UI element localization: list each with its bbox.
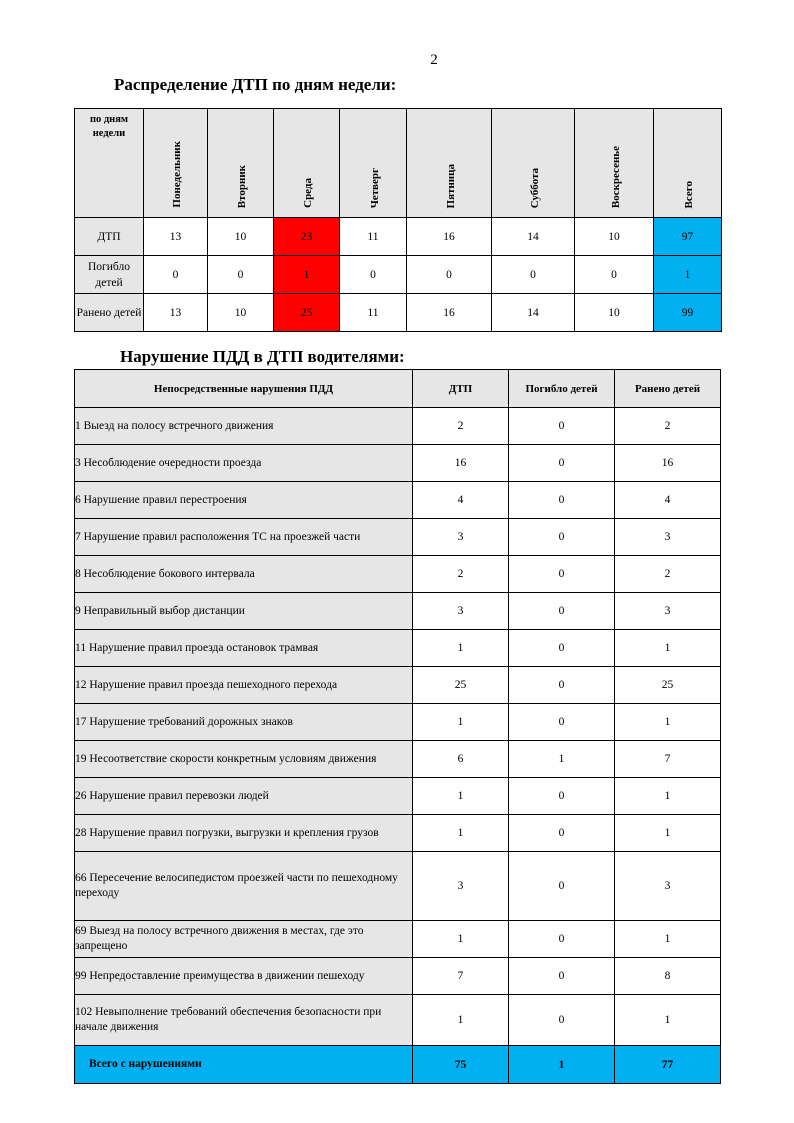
value-cell: 1 [413, 704, 509, 741]
table-header-row [75, 109, 722, 218]
value-cell: 3 [615, 593, 721, 630]
value-cell: 1 [413, 778, 509, 815]
total-cell: 1 [509, 1046, 615, 1084]
value-cell: 10 [208, 294, 274, 332]
value-cell: 1 [509, 741, 615, 778]
value-cell: 0 [509, 704, 615, 741]
value-cell: 13 [144, 294, 208, 332]
table-header-row [75, 370, 721, 408]
column-header: Погибло детей [509, 370, 615, 408]
day-header: Вторник [208, 109, 274, 218]
value-cell: 2 [615, 556, 721, 593]
value-cell: 0 [509, 445, 615, 482]
value-cell: 0 [509, 667, 615, 704]
value-cell: 0 [492, 256, 575, 294]
day-header: Понедельник [144, 109, 208, 218]
violation-description: 12 Нарушение правил проезда пешеходного перехода [75, 667, 413, 704]
value-cell: 0 [509, 921, 615, 958]
value-cell: 23 [274, 218, 340, 256]
value-cell: 1 [413, 921, 509, 958]
value-cell: 0 [144, 256, 208, 294]
value-cell: 4 [615, 482, 721, 519]
table-row [75, 852, 721, 921]
value-cell: 14 [492, 218, 575, 256]
value-cell: 1 [413, 995, 509, 1046]
value-cell: 2 [615, 408, 721, 445]
value-cell: 1 [615, 921, 721, 958]
table-row [75, 741, 721, 778]
table-row [75, 995, 721, 1046]
section-title-violations: Нарушение ПДД в ДТП водителями: [120, 347, 405, 366]
value-cell: 8 [615, 958, 721, 995]
value-cell: 1 [274, 256, 340, 294]
value-cell: 10 [208, 218, 274, 256]
value-cell: 25 [413, 667, 509, 704]
total-row [75, 1046, 721, 1084]
value-cell: 7 [615, 741, 721, 778]
column-header: ДТП [413, 370, 509, 408]
value-cell: 3 [413, 852, 509, 921]
table-row [75, 958, 721, 995]
total-header: Всего [654, 109, 722, 218]
value-cell: 14 [492, 294, 575, 332]
total-label: Всего с нарушениями [75, 1046, 413, 1084]
violation-description: 9 Неправильный выбор дистанции [75, 593, 413, 630]
column-header: Ранено детей [615, 370, 721, 408]
table-row [75, 256, 722, 294]
row-label: ДТП [75, 218, 144, 256]
table-row [75, 921, 721, 958]
violation-description: 99 Непредоставление преимущества в движении пешеходу [75, 958, 413, 995]
table-row [75, 630, 721, 667]
table-row [75, 482, 721, 519]
value-cell: 3 [413, 519, 509, 556]
table-row [75, 778, 721, 815]
value-cell: 0 [208, 256, 274, 294]
violation-description: 19 Несоответствие скорости конкретным условиям движения [75, 741, 413, 778]
total-cell: 75 [413, 1046, 509, 1084]
day-header: Четверг [340, 109, 407, 218]
value-cell: 0 [509, 519, 615, 556]
value-cell: 3 [615, 852, 721, 921]
value-cell: 0 [509, 852, 615, 921]
value-cell: 0 [509, 958, 615, 995]
value-cell: 0 [509, 482, 615, 519]
value-cell: 1 [615, 778, 721, 815]
total-cell: 99 [654, 294, 722, 332]
value-cell: 11 [340, 294, 407, 332]
value-cell: 0 [509, 778, 615, 815]
row-label: Ранено детей [75, 294, 144, 332]
value-cell: 1 [615, 704, 721, 741]
value-cell: 0 [509, 995, 615, 1046]
value-cell: 6 [413, 741, 509, 778]
value-cell: 16 [407, 218, 492, 256]
value-cell: 1 [615, 630, 721, 667]
value-cell: 0 [575, 256, 654, 294]
table-row [75, 593, 721, 630]
day-header: Воскресенье [575, 109, 654, 218]
day-header: Пятница [407, 109, 492, 218]
table-row [75, 218, 722, 256]
value-cell: 11 [340, 218, 407, 256]
row-label: Погибло детей [75, 256, 144, 294]
violation-description: 3 Несоблюдение очередности проезда [75, 445, 413, 482]
day-header: Среда [274, 109, 340, 218]
section-title-days: Распределение ДТП по дням недели: [114, 75, 397, 94]
total-cell: 1 [654, 256, 722, 294]
total-cell: 77 [615, 1046, 721, 1084]
violation-description: 8 Несоблюдение бокового интервала [75, 556, 413, 593]
violation-description: 102 Невыполнение требований обеспечения безопасности при начале движения [75, 995, 413, 1046]
value-cell: 3 [615, 519, 721, 556]
table-row [75, 556, 721, 593]
column-header: Непосредственные нарушения ПДД [75, 370, 413, 408]
violation-description: 28 Нарушение правил погрузки, выгрузки и крепления грузов [75, 815, 413, 852]
violation-description: 6 Нарушение правил перестроения [75, 482, 413, 519]
days-of-week-table [74, 108, 722, 332]
corner-label: по дням недели [75, 109, 144, 218]
day-header: Суббота [492, 109, 575, 218]
value-cell: 16 [413, 445, 509, 482]
value-cell: 0 [509, 630, 615, 667]
violation-description: 1 Выезд на полосу встречного движения [75, 408, 413, 445]
value-cell: 1 [615, 995, 721, 1046]
value-cell: 0 [509, 408, 615, 445]
value-cell: 16 [615, 445, 721, 482]
value-cell: 4 [413, 482, 509, 519]
value-cell: 0 [509, 556, 615, 593]
value-cell: 0 [509, 815, 615, 852]
table-row [75, 519, 721, 556]
violation-description: 17 Нарушение требований дорожных знаков [75, 704, 413, 741]
value-cell: 0 [407, 256, 492, 294]
value-cell: 25 [274, 294, 340, 332]
table-row [75, 408, 721, 445]
value-cell: 0 [340, 256, 407, 294]
table-row [75, 704, 721, 741]
value-cell: 7 [413, 958, 509, 995]
table-row [75, 445, 721, 482]
value-cell: 3 [413, 593, 509, 630]
violations-table [74, 369, 721, 1084]
value-cell: 10 [575, 218, 654, 256]
value-cell: 1 [413, 815, 509, 852]
page-number: 2 [430, 52, 438, 68]
violation-description: 66 Пересечение велосипедистом проезжей части по пешеходному переходу [75, 852, 413, 921]
value-cell: 25 [615, 667, 721, 704]
value-cell: 13 [144, 218, 208, 256]
value-cell: 0 [509, 593, 615, 630]
value-cell: 2 [413, 556, 509, 593]
total-cell: 97 [654, 218, 722, 256]
table-row [75, 294, 722, 332]
value-cell: 1 [413, 630, 509, 667]
value-cell: 16 [407, 294, 492, 332]
table-row [75, 815, 721, 852]
violation-description: 26 Нарушение правил перевозки людей [75, 778, 413, 815]
table-row [75, 667, 721, 704]
value-cell: 2 [413, 408, 509, 445]
violation-description: 69 Выезд на полосу встречного движения в местах, где это запрещено [75, 921, 413, 958]
violation-description: 7 Нарушение правил расположения ТС на проезжей части [75, 519, 413, 556]
violation-description: 11 Нарушение правил проезда остановок трамвая [75, 630, 413, 667]
value-cell: 1 [615, 815, 721, 852]
value-cell: 10 [575, 294, 654, 332]
